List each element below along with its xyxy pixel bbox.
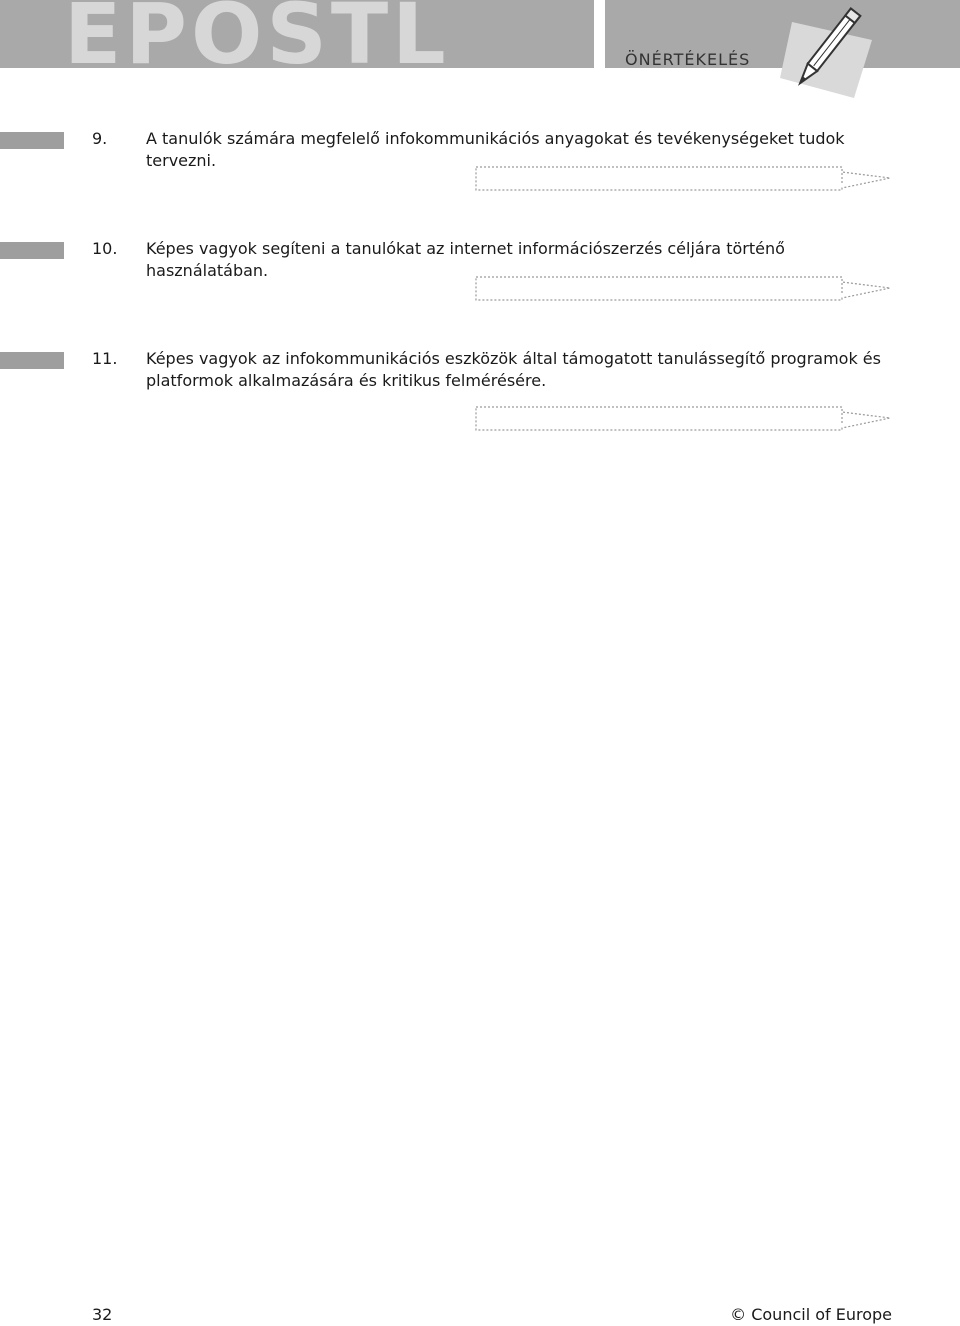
answer-arrow-box[interactable] xyxy=(474,404,894,432)
item-marker-bar xyxy=(0,352,64,369)
answer-arrow-box[interactable] xyxy=(474,274,894,302)
item-number: 11. xyxy=(92,349,118,368)
page-number: 32 xyxy=(92,1305,113,1324)
item-number: 9. xyxy=(92,129,108,148)
answer-arrow-box[interactable] xyxy=(474,164,894,192)
item-marker-bar xyxy=(0,132,64,149)
item-descriptor: A tanulók számára megfelelő infokommunikációs anyagokat és tevékenységeket tudok tervezni. xyxy=(146,129,845,170)
item-marker-bar xyxy=(0,242,64,259)
copyright-notice: © Council of Europe xyxy=(730,1305,892,1324)
header-watermark: EPOSTL xyxy=(64,0,450,68)
item-descriptor: Képes vagyok segíteni a tanulókat az internet információszerzés céljára történő használatában. xyxy=(146,239,785,280)
pencil-icon xyxy=(776,0,876,100)
section-title: ÖNÉRTÉKELÉS xyxy=(625,50,751,69)
item-number: 10. xyxy=(92,239,118,258)
header-band-left xyxy=(0,0,594,68)
item-descriptor: Képes vagyok az infokommunikációs eszközök által támogatott tanulássegítő programok és platformok alkalmazására és kritikus felmérésére. xyxy=(146,349,881,390)
